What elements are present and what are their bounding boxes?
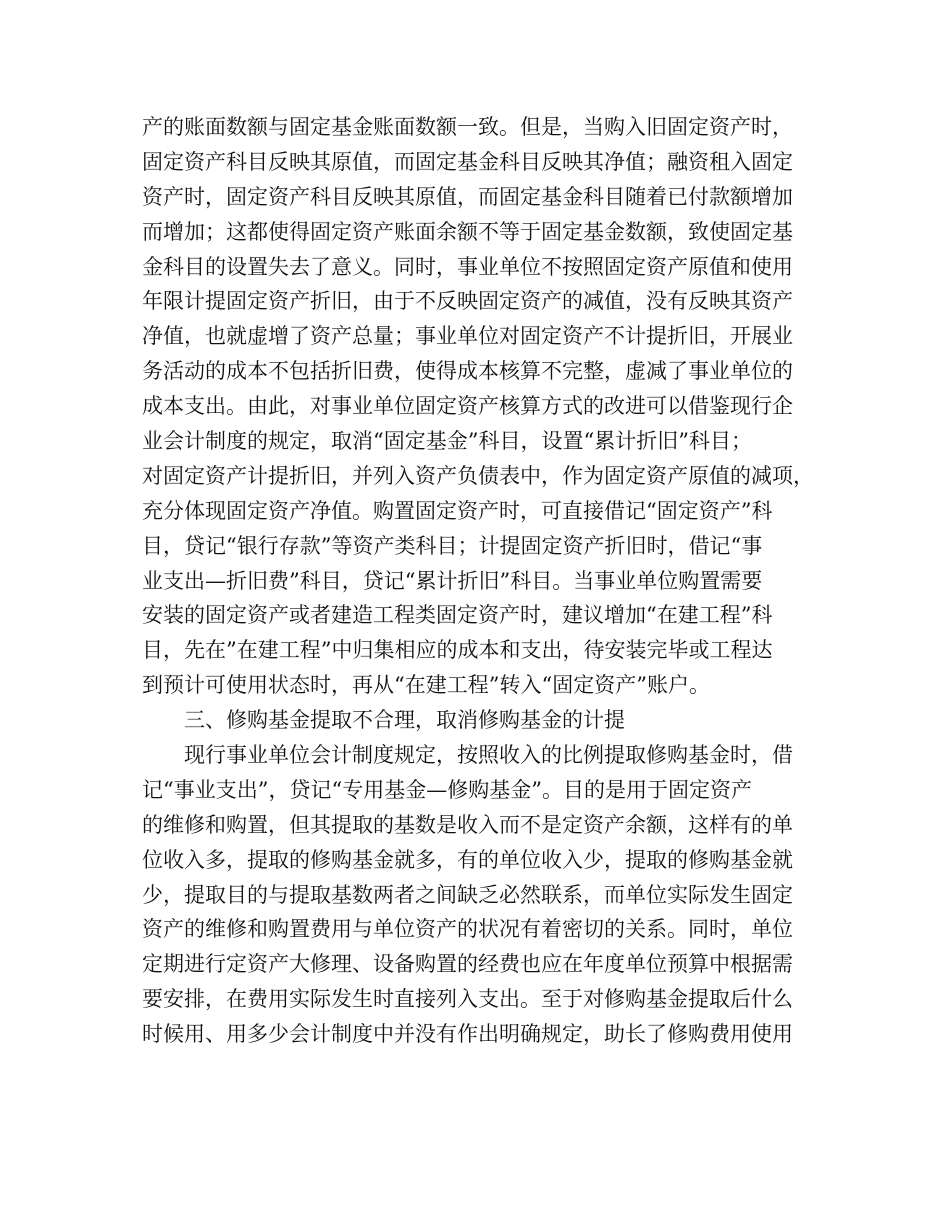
text-line: 时候用、用多少会计制度中并没有作出明确规定，助长了修购费用使用 (142, 1022, 793, 1047)
text-line: 的维修和购置，但其提取的基数是收入而不是定资产余额，这样有的单 (142, 812, 793, 837)
text-line: 固定资产科目反映其原值，而固定基金科目反映其净值；融资租入固定 (142, 149, 793, 174)
paragraph-first-line: 现行事业单位会计制度规定，按照收入的比例提取修购基金时，借 (184, 743, 793, 768)
text-line: 产的账面数额与固定基金账面数额一致。但是，当购入旧固定资产时， (142, 115, 793, 139)
text-line: 目，先在”在建工程”中归集相应的成本和支出，待安装完毕或工程达 (142, 638, 773, 663)
body-text (142, 110, 832, 1052)
text-line: 金科目的设置失去了意义。同时，事业单位不按照固定资产原值和使用 (142, 254, 793, 279)
text-line: 务活动的成本不包括折旧费，使得成本核算不完整，虚减了事业单位的 (142, 359, 793, 384)
text-line: 记“事业支出”，贷记“专用基金—修购基金”。目的是用于固定资产 (142, 777, 752, 802)
text-line: 年限计提固定资产折旧，由于不反映固定资产的减值，没有反映其资产 (142, 289, 793, 314)
text-line: 净值，也就虚增了资产总量；事业单位对固定资产不计提折旧，开展业 (142, 324, 793, 349)
text-line: 目，贷记“银行存款”等资产类科目；计提固定资产折旧时，借记“事 (142, 533, 763, 558)
text-line: 资产时，固定资产科目反映其原值，而固定基金科目随着已付款额增加 (142, 184, 793, 209)
section-heading: 三、修购基金提取不合理，取消修购基金的计提 (184, 708, 625, 733)
text-line: 位收入多，提取的修购基金就多，有的单位收入少，提取的修购基金就 (142, 847, 793, 872)
text-line: 到预计可使用状态时，再从“在建工程”转入“固定资产”账户。 (142, 673, 710, 698)
text-line: 业支出—折旧费”科目，贷记“累计折旧”科目。当事业单位购置需要 (142, 568, 763, 593)
text-line: 成本支出。由此，对事业单位固定资产核算方式的改进可以借鉴现行企 (142, 394, 793, 419)
text-line: 安装的固定资产或者建造工程类固定资产时，建议增加“在建工程”科 (142, 603, 773, 628)
text-line: 资产的维修和购置费用与单位资产的状况有着密切的关系。同时，单位 (142, 917, 793, 942)
text-line: 定期进行定资产大修理、设备购置的经费也应在年度单位预算中根据需 (142, 952, 793, 977)
text-line: 对固定资产计提折旧，并列入资产负债表中，作为固定资产原值的减项， (142, 463, 814, 488)
text-line: 而增加；这都使得固定资产账面余额不等于固定基金数额，致使固定基 (142, 219, 793, 244)
text-line: 要安排，在费用实际发生时直接列入支出。至于对修购基金提取后什么 (142, 987, 793, 1012)
text-line: 少，提取目的与提取基数两者之间缺乏必然联系，而单位实际发生固定 (142, 882, 793, 907)
text-line: 充分体现固定资产净值。购置固定资产时，可直接借记“固定资产”科 (142, 498, 773, 523)
text-line: 业会计制度的规定，取消“固定基金”科目，设置“累计折旧”科目； (142, 429, 752, 454)
